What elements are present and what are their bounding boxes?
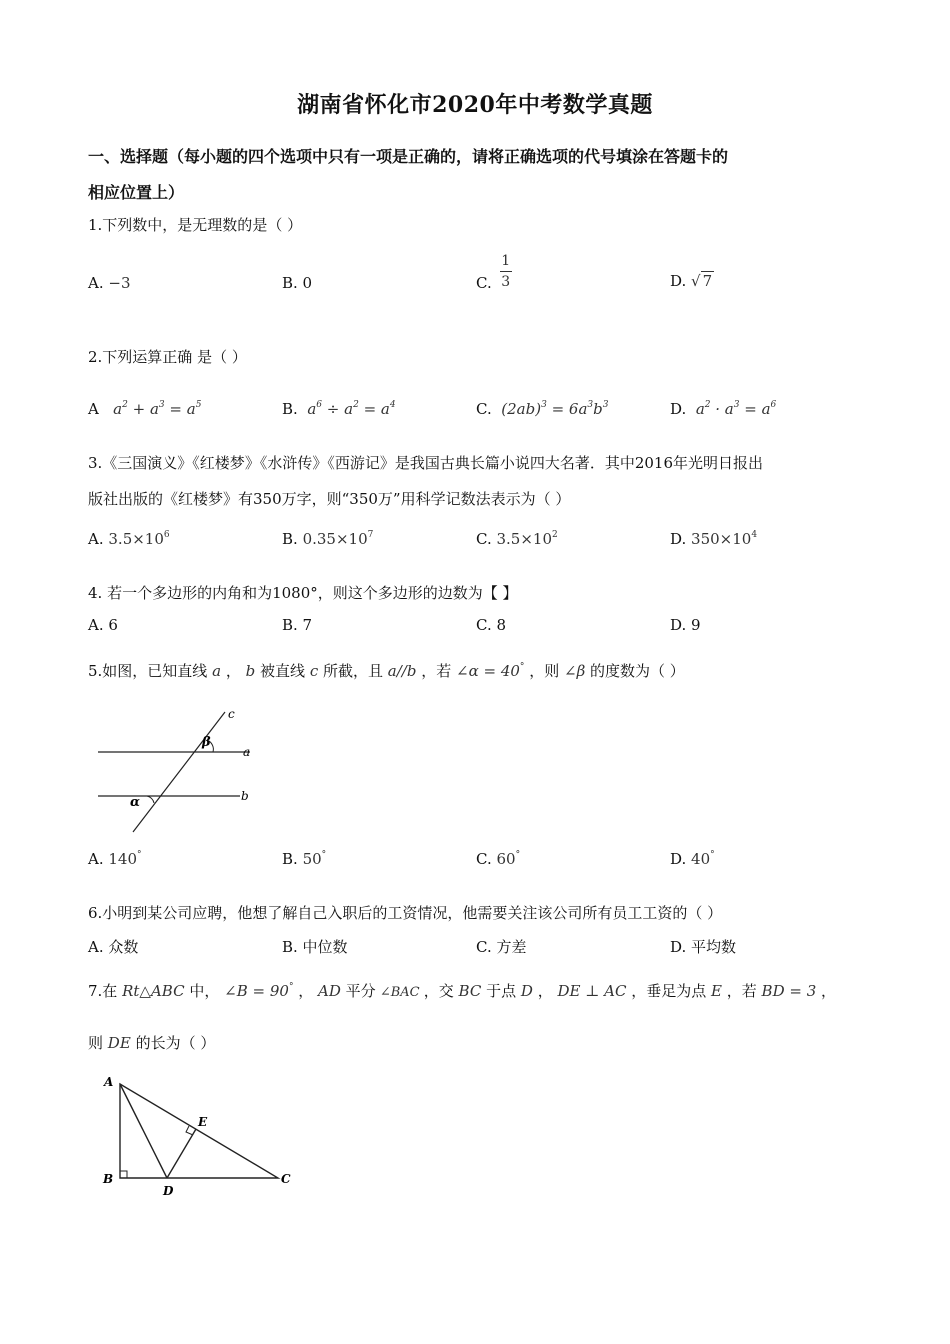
label-a: a xyxy=(243,745,251,759)
q2-option-d: D. $a^2 \cdot a^3 = a^6$ xyxy=(670,400,777,418)
sqrt-seven: √ 7 xyxy=(691,272,713,290)
q1-option-d: D. √ 7 xyxy=(670,272,713,290)
q4-option-d: D. 9 xyxy=(670,616,701,634)
segment-de xyxy=(167,1129,196,1178)
q3-option-b: B. $0.35\times 10^7$ xyxy=(282,530,374,548)
q6-option-c: C. 方差 xyxy=(476,938,527,956)
label-alpha: α xyxy=(130,795,141,810)
right-triangle-figure xyxy=(100,1074,300,1200)
q4-option-b: B. 7 xyxy=(282,616,313,634)
q2-option-b: B. $a^6 \div a^2 = a^4$ xyxy=(282,400,396,418)
q5-option-a: A. 140° xyxy=(88,850,142,868)
label-C: C xyxy=(281,1172,291,1186)
label-E: E xyxy=(198,1115,208,1129)
fraction-one-third: $\frac{1}{3}$ xyxy=(501,252,511,290)
right-angle-b xyxy=(120,1171,127,1178)
section-heading-line2: 相应位置上） xyxy=(88,183,185,202)
q5-option-c: C. 60° xyxy=(476,850,521,868)
q6-stem: 6.小明到某公司应聘，他想了解自己入职后的工资情况，他需要关注该公司所有员工工资的（ ） xyxy=(88,904,723,922)
label-beta: β xyxy=(202,735,211,750)
parallel-lines-figure xyxy=(95,708,265,848)
q3-option-c: C. $3.5\times 10^2$ xyxy=(476,530,558,548)
q6-option-d: D. 平均数 xyxy=(670,938,737,956)
q1-option-c: C. $\frac{1}{3}$ xyxy=(476,252,511,292)
q4-option-c: C. 8 xyxy=(476,616,507,634)
label-B: B xyxy=(103,1172,114,1186)
q7-stem-line1: 7.在 Rt△ABC 中， ∠B = 90° ， AD 平分 ∠BAC ，交 BC 于点 D ， DE ⊥ AC ，垂足为点 E ，若 BD = 3 ， xyxy=(88,982,837,1000)
q3-option-d: D. $350\times 10^4$ xyxy=(670,530,758,548)
q2-stem: 2.下列运算正确 是（ ） xyxy=(88,348,247,366)
q5-option-d: D. 40° xyxy=(670,850,715,868)
q1-option-b: B. 0 xyxy=(282,274,313,292)
q7-stem-line2: 则 DE 的长为（ ） xyxy=(88,1034,216,1052)
label-A: A xyxy=(104,1075,114,1089)
q2-option-a: A $a^2 + a^3 = a^5$ xyxy=(88,400,202,418)
q6-option-a: A. 众数 xyxy=(88,938,139,956)
q6-option-b: B. 中位数 xyxy=(282,938,348,956)
label-D: D xyxy=(163,1184,174,1198)
line-c xyxy=(133,712,225,832)
q3-option-a: A. $3.5\times 10^6$ xyxy=(88,530,170,548)
q3-stem-line1: 3.《三国演义》《红楼梦》《水浒传》《西游记》是我国古典长篇小说四大名著．其中2016年光明日报出 xyxy=(88,454,763,472)
q2-option-c: C. $(2ab)^3 = 6a^3b^3$ xyxy=(476,400,609,418)
angle-alpha-arc xyxy=(147,796,154,803)
page-title: 湖南省怀化市2020年中考数学真题 xyxy=(297,92,653,118)
q4-option-a: A. 6 xyxy=(88,616,118,634)
q1-option-a: A. −3 xyxy=(88,274,131,292)
q3-stem-line2: 版社出版的《红楼梦》有350万字，则“350万”用科学记数法表示为（ ） xyxy=(88,490,571,508)
q4-stem: 4. 若一个多边形的内角和为1080°，则这个多边形的边数为【 】 xyxy=(88,584,518,602)
q5-option-b: B. 50° xyxy=(282,850,327,868)
label-c: c xyxy=(228,708,235,721)
label-b: b xyxy=(241,789,249,803)
section-heading-line1: 一、选择题（每小题的四个选项中只有一项是正确的，请将正确选项的代号填涂在答题卡的 xyxy=(88,147,729,166)
q1-stem: 1.下列数中，是无理数的是（ ） xyxy=(88,216,303,234)
q5-stem: 5.如图，已知直线 a ， b 被直线 c 所截，且 a//b ，若 ∠α = 40° ，则 ∠β 的度数为（ ） xyxy=(88,662,685,680)
